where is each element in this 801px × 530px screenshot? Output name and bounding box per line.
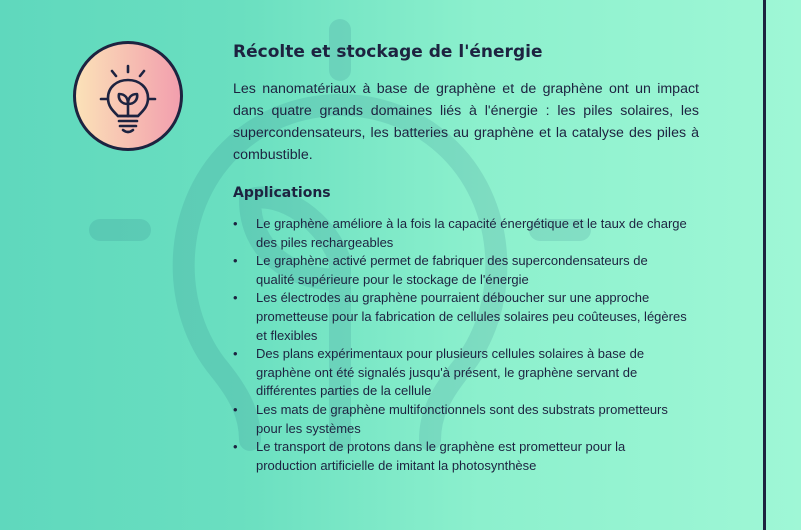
- applications-list: [233, 215, 699, 475]
- applications-heading: Applications: [233, 185, 331, 201]
- lightbulb-leaf-icon: [76, 44, 180, 148]
- section-content: [233, 40, 699, 475]
- section-title: Récolte et stockage de l'énergie: [233, 42, 543, 62]
- bullet-icon: •: [233, 290, 238, 306]
- bullet-icon: •: [233, 253, 238, 269]
- list-item-text: Des plans expérimentaux pour plusieurs cellules solaires à base de graphène ont été signalés jusqu'à présent, le graphène servant de différentes parties de la cellule: [256, 346, 645, 399]
- list-item-text: Les électrodes au graphène pourraient déboucher sur une approche prometteuse pour la fabrication de cellules solaires peu coûteuses, légères et flexibles: [256, 290, 687, 343]
- list-item-text: Les mats de graphène multifonctionnels sont des substrats prometteurs pour les systèmes: [256, 401, 668, 436]
- lightbulb-badge: [73, 41, 183, 151]
- list-item: [233, 401, 689, 438]
- list-item-text: Le transport de protons dans le graphène est prometteur pour la production artificielle de imitant la photosynthèse: [256, 439, 626, 473]
- bullet-icon: •: [233, 401, 238, 417]
- bullet-icon: •: [233, 439, 238, 455]
- right-border-line: [763, 0, 766, 530]
- bullet-icon: •: [233, 216, 238, 231]
- list-item: [233, 289, 689, 345]
- list-item-text: Le graphène activé permet de fabriquer des supercondensateurs de qualité supérieure pour le stockage de l'énergie: [256, 253, 648, 287]
- list-item: [233, 438, 689, 475]
- list-item: [233, 215, 689, 252]
- intro-paragraph: Les nanomatériaux à base de graphène et de graphène ont un impact dans quatre grands domaines liés à l'énergie : les piles solaires, les supercondensateurs, les batteries au graphène et la catalyse des piles à combustible.: [233, 81, 699, 163]
- list-item: [233, 345, 689, 401]
- list-item-text: Le graphène améliore à la fois la capacité énergétique et le taux de charge des piles rechargeables: [256, 216, 687, 250]
- list-item: [233, 252, 689, 289]
- bullet-icon: •: [233, 346, 238, 362]
